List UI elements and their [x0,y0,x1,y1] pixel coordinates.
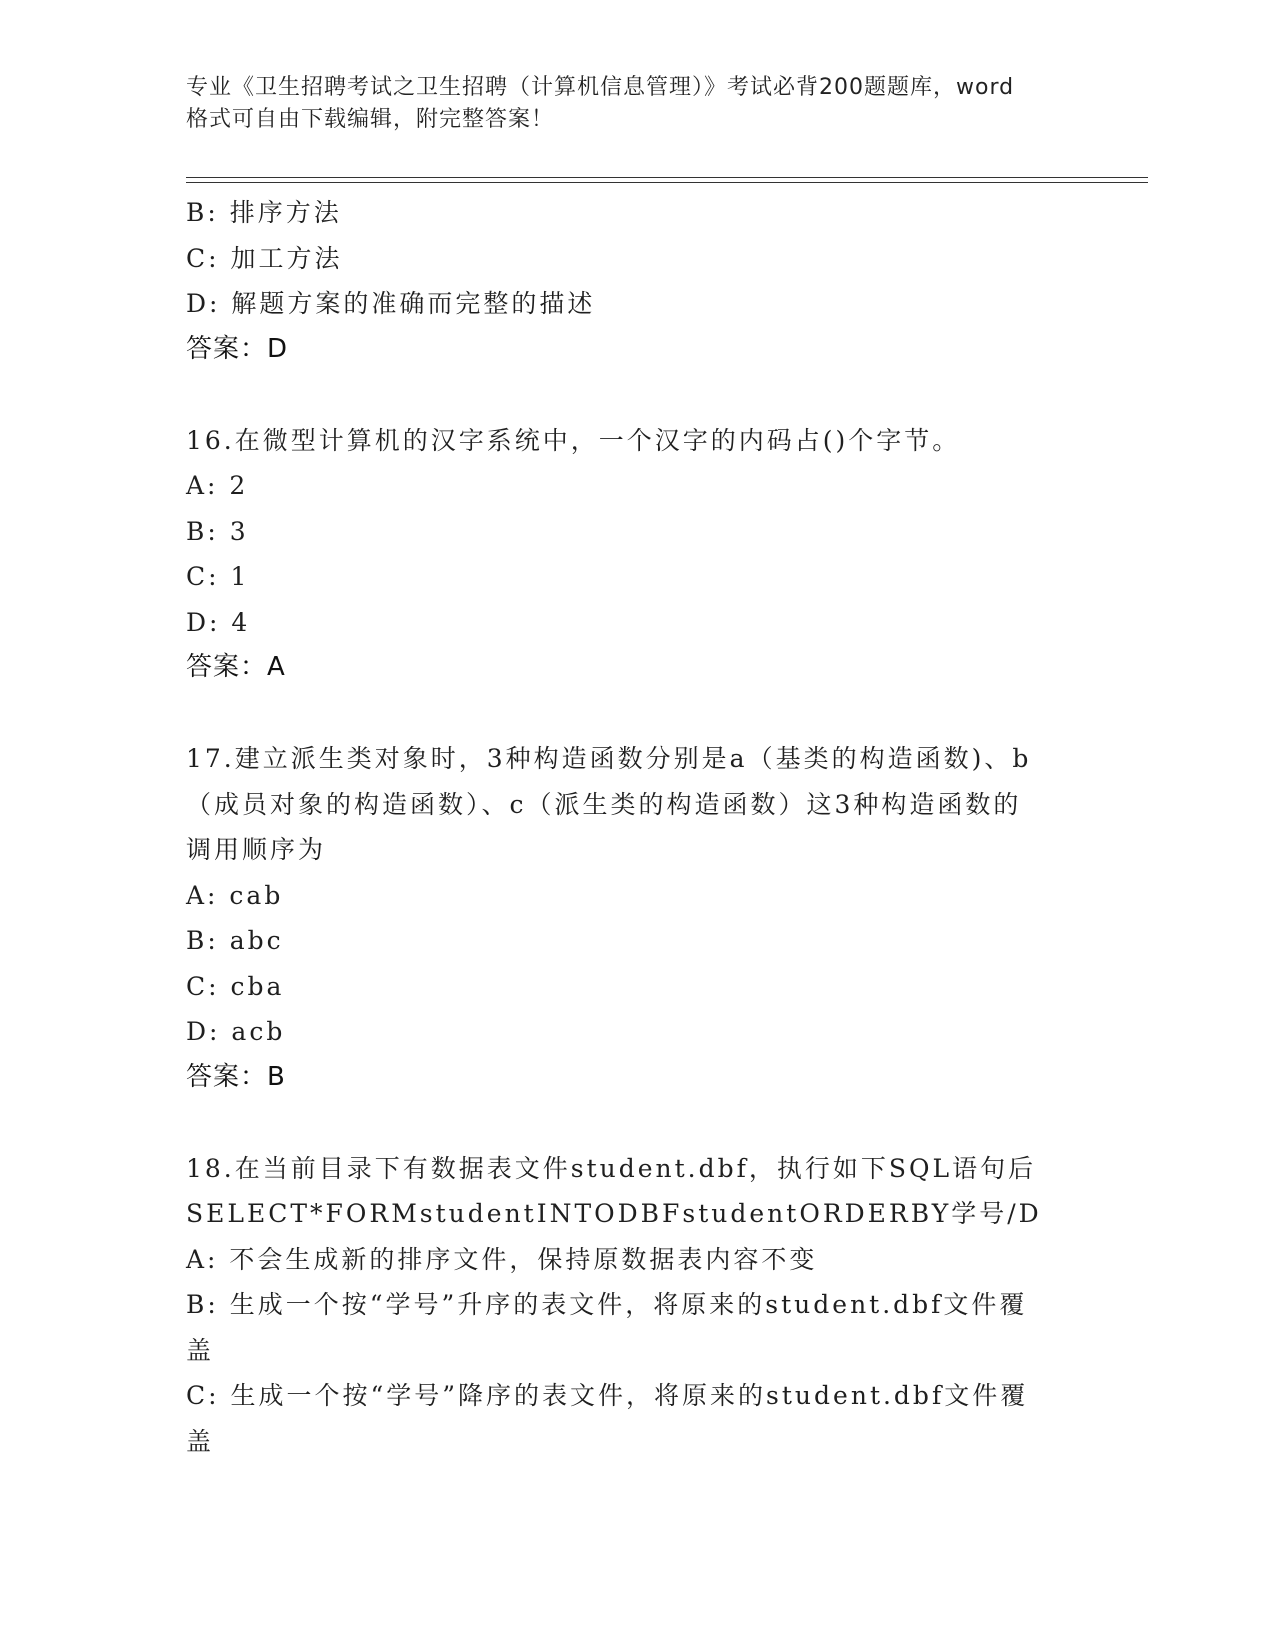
q18-option-c-line-2: 盖 [186,1426,215,1456]
q16-option-b: B: 3 [186,516,249,546]
q15-option-b: B: 排序方法 [186,198,342,227]
q17-option-b: B: abc [186,926,284,955]
question-17-block [186,736,1086,1100]
q16-option-c: C: 1 [186,562,250,591]
document-header [186,72,1086,136]
question-18-block [186,1146,1086,1465]
q18-question-line-1: 18.在当前目录下有数据表文件student.dbf，执行如下SQL语句后 [186,1153,1037,1183]
q17-option-d: D: acb [186,1017,286,1046]
q18-option-a: A: 不会生成新的排序文件，保持原数据表内容不变 [186,1244,818,1274]
header-divider-top [186,177,1148,178]
q18-question-line-2: SELECT*FORMstudentINTODBFstudentORDERBY学号/D [186,1199,1042,1228]
q17-option-c: C: cba [186,971,285,1001]
q16-option-d: D: 4 [186,607,251,637]
q16-answer: 答案：A [186,652,286,682]
q15-option-d: D: 解题方案的准确而完整的描述 [186,289,596,318]
q17-answer: 答案：B [186,1061,286,1092]
q16-option-a: A: 2 [186,471,249,500]
question-15-block [186,190,1086,372]
document-body [186,190,1086,1464]
spacer [186,691,1086,737]
q16-question: 16.在微型计算机的汉字系统中，一个汉字的内码占()个字节。 [186,425,961,455]
question-16-block [186,418,1086,691]
q18-option-c-line-1: C: 生成一个按“学号”降序的表文件，将原来的student.dbf文件覆 [186,1381,1029,1410]
header-line-2: 格式可自由下载编辑，附完整答案！ [186,107,555,132]
q17-question-line-2: （成员对象的构造函数）、c（派生类的构造函数）这3种构造函数的 [186,789,1022,819]
q18-option-b-line-2: 盖 [186,1335,215,1365]
q15-answer: 答案：D [186,333,289,364]
q17-question-line-3: 调用顺序为 [186,835,327,864]
q18-option-b-line-1: B: 生成一个按“学号”升序的表文件，将原来的student.dbf文件覆 [186,1290,1028,1319]
spacer [186,1100,1086,1146]
q17-option-a: A: cab [186,880,284,910]
header-divider-bottom [186,182,1148,183]
q17-question-line-1: 17.建立派生类对象时，3种构造函数分别是a（基类的构造函数)、b [186,744,1032,773]
header-line-1: 专业《卫生招聘考试之卫生招聘（计算机信息管理）》考试必背200题题库，word [186,75,1015,100]
spacer [186,372,1086,418]
q15-option-c: C: 加工方法 [186,243,343,273]
